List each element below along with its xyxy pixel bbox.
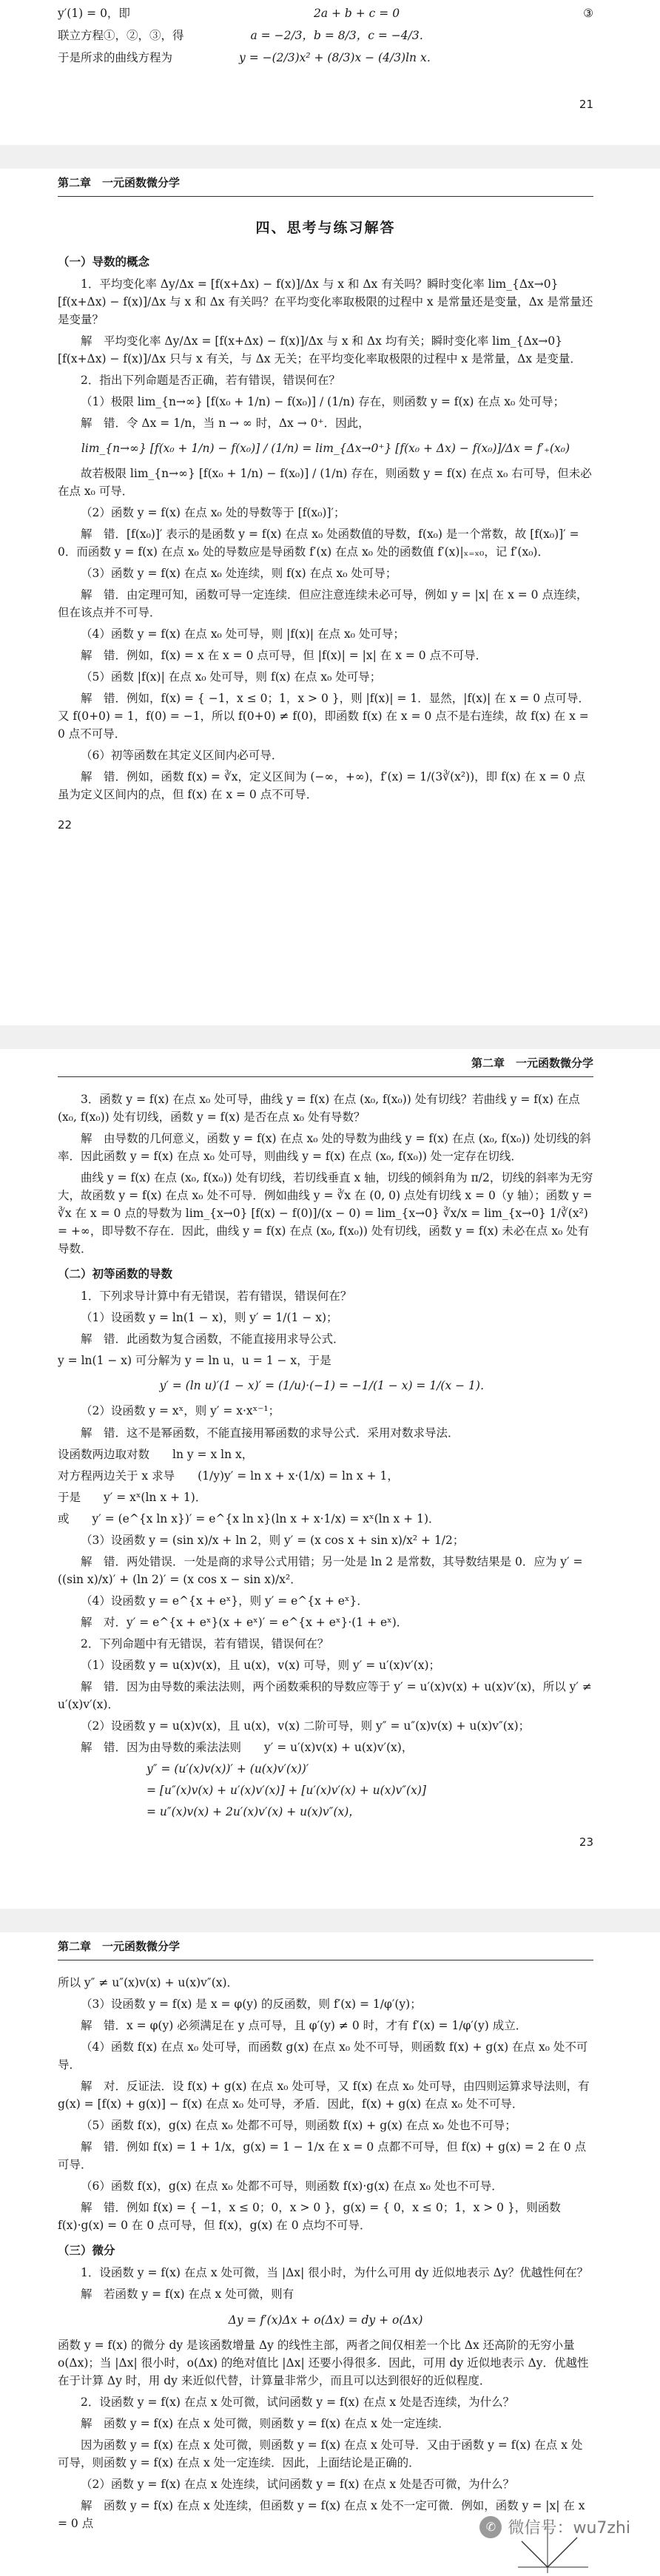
page-separator	[0, 145, 660, 169]
page-number: 22	[58, 818, 73, 832]
equation: lim_{n→∞} [f(x₀ + 1/n) − f(x₀)] / (1/n) = lim_{Δx→0⁺} [f(x₀ + Δx) − f(x₀)]/Δx = f′₊(x₀)	[81, 441, 570, 455]
answer: 函数 y = f(x) 的微分 dy 是该函数增量 Δy 的线性主部，两者之间仅相差一个比 Δx 还高阶的无穷小量 o(Δx)；当 |Δx| 很小时，o(Δx) 的绝对值比 |Δx| 还要小得很多．因此，可用 dy 近似地表示 Δy．优越性在于计算 Δy 时，用 dy 来近似代替，计算量非常少，而且可以达到很好的近似程度．	[58, 2338, 589, 2387]
equation: y′ = (ln u)′(1 − x)′ = (1/u)·(−1) = −1/(1 − x) = 1/(x − 1)．	[159, 1379, 492, 1393]
text: 于是所求的曲线方程为	[58, 51, 173, 65]
text: y′(1) = 0，即	[58, 7, 130, 20]
answer: 解 错．由定理可知，函数可导一定连续．但应注意连续未必可导，例如 y = |x| 在 x = 0 点连续，但在该点并不可导．	[58, 587, 588, 619]
question: 1．平均变化率 Δy/Δx = [f(x+Δx) − f(x)]/Δx 与 x 和 Δx 有关吗？瞬时变化率 lim_{Δx→0} [f(x+Δx) − f(x)]/Δx 与 x 和 Δx 有关吗？在平均变化率取极限的过程中 x 是常量还是变量，Δx 是常量还是变量？	[58, 277, 593, 326]
eq-row-3	[58, 49, 593, 67]
page-24	[0, 1938, 660, 2536]
question: （2）设函数 y = u(x)v(x)，且 u(x)，v(x) 二阶可导，则 y″ = u″(x)v(x) + u(x)v″(x)；	[81, 1719, 531, 1733]
chapter-title: 第二章 一元函数微分学	[471, 1056, 593, 1070]
answer: 曲线 y = f(x) 在点 (x₀, f(x₀)) 处有切线，若切线垂直 x 轴，切线的倾斜角为 π/2，切线的斜率为无穷大，故函数 y = f(x) 在点 x₀ 处不可导．例如曲线 y = ∛x 在 (0, 0) 点处有切线 x = 0（y 轴）；函数 y = ∛x 在 x = 0 点的导数为 lim_{x→0} [f(x) − f(0)]/(x − 0) = lim_{x→0} ∛x/x = lim_{x→0} 1/∛(x²) = +∞，即导数不存在．因此，曲线 y = f(x) 在点 (x₀, f(x₀)) 处有切线，函数 y = f(x) 未必在点 x₀ 处有导数．	[58, 1171, 593, 1256]
eq-number: ③	[583, 7, 593, 20]
answer: 解 对．y′ = e^{x + eˣ}(x + eˣ)′ = e^{x + eˣ}·(1 + eˣ)．	[81, 1615, 408, 1629]
question: （3）设函数 y = f(x) 是 x = φ(y) 的反函数，则 f′(x) = 1/φ′(y)；	[81, 1997, 422, 2012]
answer: 解 错．例如 f(x) = { −1，x ≤ 0；0，x > 0 }，g(x) = { 0，x ≤ 0；1，x > 0 }，则函数 f(x)·g(x) = 0 在 0 点可导，但 f(x)，g(x) 在 0 点均不可导．	[58, 2201, 561, 2233]
answer: 解 由导数的几何意义，函数 y = f(x) 在点 x₀ 处的导数为曲线 y = f(x) 在点 (x₀, f(x₀)) 处切线的斜率．因此函数 y = f(x) 在点 x₀ 处可导，则曲线 y = f(x) 在点 (x₀, f(x₀)) 处一定存在切线．	[58, 1132, 591, 1164]
equation: a = −2/3，b = 8/3，c = −4/3．	[250, 29, 431, 43]
page-number: 21	[579, 98, 593, 112]
question: 1．下列求导计算中有无错误，若有错误，错误何在？	[81, 1289, 352, 1304]
answer: 解 错．令 Δx = 1/n，当 n → ∞ 时，Δx → 0⁺．因此，	[81, 416, 370, 430]
question: （2）函数 y = f(x) 在点 x₀ 处的导数等于 [f(x₀)]′；	[81, 505, 346, 519]
answer: 解 平均变化率 Δy/Δx = [f(x+Δx) − f(x)]/Δx 与 x 和 Δx 均有关；瞬时变化率 lim_{Δx→0} [f(x+Δx) − f(x)]/Δx 只与 x 有关，与 Δx 无关；在平均变化率取极限的过程中 x 是常量，Δx 是变量．	[58, 334, 582, 365]
subsection-title: （一）导数的概念	[58, 254, 150, 269]
watermark	[479, 2515, 630, 2538]
equation: y = −(2/3)x² + (8/3)x − (4/3)ln x．	[239, 51, 439, 65]
page-number: 23	[579, 1835, 593, 1849]
answer: 解 对．反证法．设 f(x) + g(x) 在点 x₀ 处可导，又 f(x) 在点 x₀ 处可导，由四则运算求导法则，有 g(x) = [f(x) + g(x)] − f(x) 在点 x₀ 处可导，矛盾．因此，f(x) + g(x) 在点 x₀ 处不可导．	[58, 2080, 590, 2111]
question: （2）设函数 y = xˣ，则 y′ = x·xˣ⁻¹；	[81, 1404, 280, 1418]
answer: 解 错．例如，f(x) = x 在 x = 0 点可导，但 |f(x)| = |x| 在 x = 0 点不可导．	[81, 648, 488, 662]
answer: 解 错．例如，函数 f(x) = ∛x，定义区间为 (−∞，+∞)，f′(x) = 1/(3∛(x²))，即 f(x) 在 x = 0 点虽为定义区间内的点，但 f(x) 在 x = 0 点不可导．	[58, 770, 585, 802]
abs-curve	[522, 2538, 577, 2567]
answer: 因为函数 y = f(x) 在点 x 处可微，则函数 y = f(x) 在点 x 处可导．又由于函数 y = f(x) 在点 x 处可导，则函数 y = f(x) 在点 x 处一定连续．因此，上面结论是正确的．	[58, 2438, 583, 2469]
answer: y = ln(1 − x) 可分解为 y = ln u，u = 1 − x，于是	[58, 1354, 331, 1368]
question: （1）设函数 y = ln(1 − x)，则 y′ = 1/(1 − x)；	[81, 1311, 338, 1325]
answer: 解 错．例如，f(x) = { −1，x ≤ 0；1，x > 0 }，则 |f(x)| = 1．显然，|f(x)| 在 x = 0 点可导．又 f(0+0) = 1，f(0) = −1，所以 f(0+0) ≠ f(0)，即函数 f(x) 在 x = 0 点不是右连续，故 f(x) 在 x = 0 点不可导．	[58, 692, 590, 741]
question: （4）设函数 y = e^{x + eˣ}，则 y′ = e^{x + eˣ}．	[81, 1594, 368, 1608]
page-23	[0, 1055, 660, 1851]
chapter-header	[58, 175, 593, 197]
equation: = u″(x)v(x) + 2u′(x)v′(x) + u(x)v″(x)，	[147, 1804, 360, 1818]
answer: 解 错．因为由导数的乘法法则，两个函数乘积的导数应等于 y′ = u′(x)v(x) + u(x)v′(x)，所以 y′ ≠ u′(x)v′(x)．	[58, 1679, 592, 1711]
answer: 解 错．x = φ(y) 必须满足在 y 点可导，且 φ′(y) ≠ 0 时，才有 f′(x) = 1/φ′(y) 成立．	[81, 2019, 528, 2033]
answer: 解 错．[f(x₀)]′ 表示的是函数 y = f(x) 在点 x₀ 处函数值的导数，f(x₀) 是一个常数，故 [f(x₀)]′ = 0．而函数 y = f(x) 在点 x₀ 处的导数应是导函数 f′(x) 在点 x₀ 处的函数值 f′(x)|ₓ₌ₓ₀，记 f′(x₀)．	[58, 527, 579, 559]
equation: Δy = f′(x)Δx + o(Δx) = dy + o(Δx)	[228, 2313, 423, 2327]
question: （4）函数 f(x) 在点 x₀ 处可导，而函数 g(x) 在点 x₀ 处不可导，则函数 f(x) + g(x) 在点 x₀ 处不可导．	[58, 2040, 588, 2072]
subsection-title: （三）微分	[58, 2244, 115, 2258]
question: （5）函数 f(x)，g(x) 在点 x₀ 处都不可导，则函数 f(x) + g(x) 在点 x₀ 处也不可导；	[81, 2119, 516, 2133]
equation: y″ = (u′(x)v(x))′ + (u(x)v′(x))′	[147, 1761, 309, 1776]
answer: 解 错．此函数为复合函数，不能直接用求导公式．	[81, 1332, 345, 1346]
answer: 解 错．这不是幂函数，不能直接用幂函数的求导公式．采用对数求导法．	[81, 1426, 459, 1440]
eq-row-2	[58, 27, 593, 44]
page-separator	[0, 1909, 660, 1932]
answer: 所以 y″ ≠ u″(x)v(x) + u(x)v″(x)．	[58, 1976, 239, 1990]
answer: 设函数两边取对数 ln y = x ln x，	[58, 1447, 254, 1461]
question: （3）设函数 y = (sin x)/x + ln 2，则 y′ = (x cos x + sin x)/x² + 1/2；	[81, 1533, 465, 1547]
equation: = [u″(x)v(x) + u′(x)v′(x)] + [u′(x)v′(x) + u(x)v″(x)]	[147, 1783, 426, 1797]
answer: 解 函数 y = f(x) 在点 x 处连续，但函数 y = f(x) 在点 x 处不一定可微．例如，函数 y = |x| 在 x = 0 点	[58, 2498, 585, 2530]
question: （1）设函数 y = u(x)v(x)，且 u(x)，v(x) 可导，则 y′ = u′(x)v′(x)；	[81, 1658, 441, 1672]
answer: 解 错．两处错误．一处是商的求导公式用错；另一处是 ln 2 是常数，其导数结果是 0．应为 y′ = ((sin x)/x)′ + (ln 2)′ = (x cos x − sin x)/x²．	[58, 1554, 583, 1586]
question: 2．设函数 y = f(x) 在点 x 处可微，试问函数 y = f(x) 在点 x 处是否连续，为什么？	[81, 2395, 515, 2409]
eq-row-1	[58, 4, 593, 22]
section-title: 四、思考与练习解答	[255, 220, 396, 237]
chapter-header	[58, 1055, 593, 1077]
equation: 2a + b + c = 0	[313, 7, 400, 20]
wechat-icon: ✆	[479, 2516, 502, 2538]
question: （6）初等函数在其定义区间内必可导．	[81, 749, 283, 763]
answer: 故若极限 lim_{n→∞} [f(x₀ + 1/n) − f(x₀)] / (1/n) 存在，则函数 y = f(x) 在点 x₀ 右可导，但未必在点 x₀ 可导．	[58, 466, 592, 498]
chapter-title: 第二章 一元函数微分学	[58, 1940, 181, 1953]
chapter-header	[58, 1938, 593, 1960]
question: （3）函数 y = f(x) 在点 x₀ 处连续，则 f(x) 在点 x₀ 处可导；	[81, 566, 397, 580]
page-21-fragment	[0, 0, 660, 113]
question: （5）函数 |f(x)| 在点 x₀ 处可导，则 f(x) 在点 x₀ 处可导；	[81, 670, 382, 684]
question: （4）函数 y = f(x) 在点 x₀ 处可导，则 |f(x)| 在点 x₀ 处可导；	[81, 627, 405, 641]
question: 3．函数 y = f(x) 在点 x₀ 处可导，曲线 y = f(x) 在点 (x₀, f(x₀)) 处有切线？若曲线 y = f(x) 在点 (x₀, f(x₀)) 处有切线，函数 y = f(x) 是否在点 x₀ 处有导数？	[58, 1093, 580, 1125]
answer: 解 若函数 y = f(x) 在点 x 处可微，则有	[81, 2287, 294, 2302]
question: 1．设函数 y = f(x) 在点 x 处可微，当 |Δx| 很小时，为什么可用 dy 近似地表示 Δy？优越性何在？	[81, 2266, 589, 2280]
question: （6）函数 f(x)，g(x) 在点 x₀ 处都不可导，则函数 f(x)·g(x) 在点 x₀ 处也不可导．	[81, 2179, 503, 2194]
answer: 解 错．例如 f(x) = 1 + 1/x，g(x) = 1 − 1/x 在 x = 0 点都不可导，但 f(x) + g(x) = 2 在 0 点可导．	[58, 2140, 587, 2172]
answer: 于是 y′ = xˣ(ln x + 1)．	[58, 1490, 207, 1504]
answer: 解 错．因为由导数的乘法法则 y′ = u′(x)v(x) + u(x)v′(x)，	[81, 1740, 414, 1754]
answer: 解 函数 y = f(x) 在点 x 处可微，则函数 y = f(x) 在点 x 处一定连续．	[81, 2416, 450, 2430]
answer: 或 y′ = (e^{x ln x})′ = e^{x ln x}(ln x + x·1/x) = xˣ(ln x + 1)．	[58, 1511, 440, 1525]
question: 2．指出下列命题是否正确，若有错误，错误何在？	[81, 373, 340, 387]
question: 2．下列命题中有无错误，若有错误，错误何在？	[81, 1636, 329, 1651]
question: （2）函数 y = f(x) 在点 x 处连续，试问函数 y = f(x) 在点 x 处是否可微，为什么？	[81, 2477, 515, 2491]
chapter-title: 第二章 一元函数微分学	[58, 176, 181, 189]
answer: 对方程两边关于 x 求导 (1/y)y′ = ln x + x·(1/x) = ln x + 1，	[58, 1469, 399, 1483]
watermark-text: 微信号：wu7zhi	[508, 2519, 630, 2538]
question: （1）极限 lim_{n→∞} [f(x₀ + 1/n) − f(x₀)] / (1/n) 存在，则函数 y = f(x) 在点 x₀ 处可导；	[81, 394, 565, 408]
page-separator	[0, 1025, 660, 1049]
page-22	[0, 175, 660, 834]
text: 联立方程①，②，③，得	[58, 29, 184, 43]
subsection-title: （二）初等函数的导数	[58, 1267, 173, 1281]
